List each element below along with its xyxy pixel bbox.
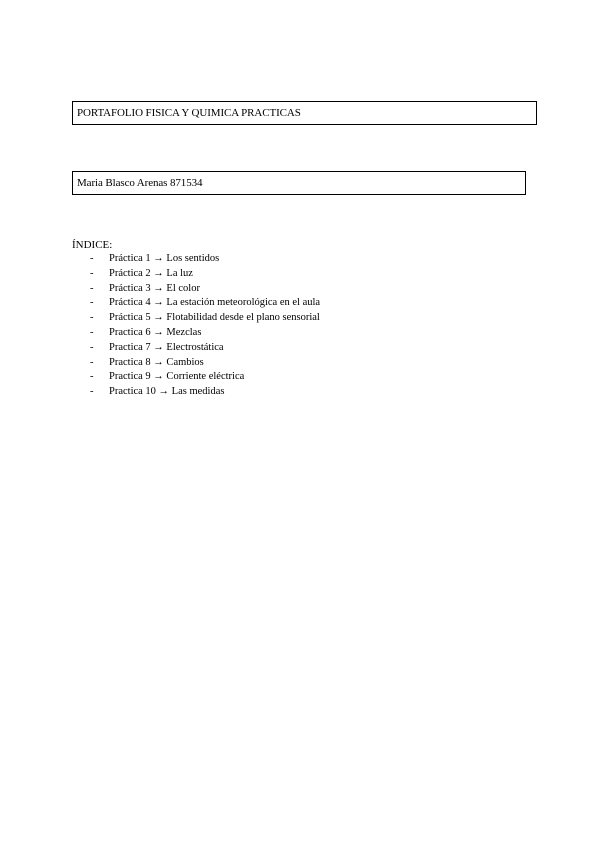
index-item-label: Práctica 1 → Los sentidos	[109, 253, 220, 264]
index-item-label: Práctica 4 → La estación meteorológica en el aula	[109, 297, 321, 309]
list-bullet: -	[90, 267, 94, 279]
index-item-label: Practica 8 → Cambios	[109, 356, 204, 368]
list-bullet: -	[90, 386, 94, 398]
list-bullet: -	[90, 341, 94, 353]
list-bullet: -	[90, 312, 94, 324]
list-bullet: -	[90, 297, 94, 309]
list-bullet: -	[90, 326, 94, 338]
index-item-label: Práctica 3 → El color	[109, 282, 200, 294]
index-item-label: Práctica 2 → La luz	[109, 267, 193, 279]
index-item-label: Práctica 5 → Flotabilidad desde el plano sensorial	[109, 312, 320, 324]
index-item-label: Practica 7 → Electrostática	[109, 341, 224, 353]
index-item-label: Practica 6 → Mezclas	[109, 326, 202, 338]
list-bullet: -	[90, 282, 94, 294]
index-heading: ÍNDICE:	[72, 239, 113, 251]
list-bullet: -	[90, 356, 94, 368]
list-bullet: -	[90, 253, 94, 264]
document-title: PORTAFOLIO FISICA Y QUIMICA PRACTICAS	[72, 101, 537, 125]
list-bullet: -	[90, 371, 94, 383]
index-item-label: Practica 10 → Las medidas	[109, 386, 225, 398]
index-item-label: Practica 9 → Corriente eléctrica	[109, 371, 245, 383]
author-line: Maria Blasco Arenas 871534	[72, 171, 526, 195]
